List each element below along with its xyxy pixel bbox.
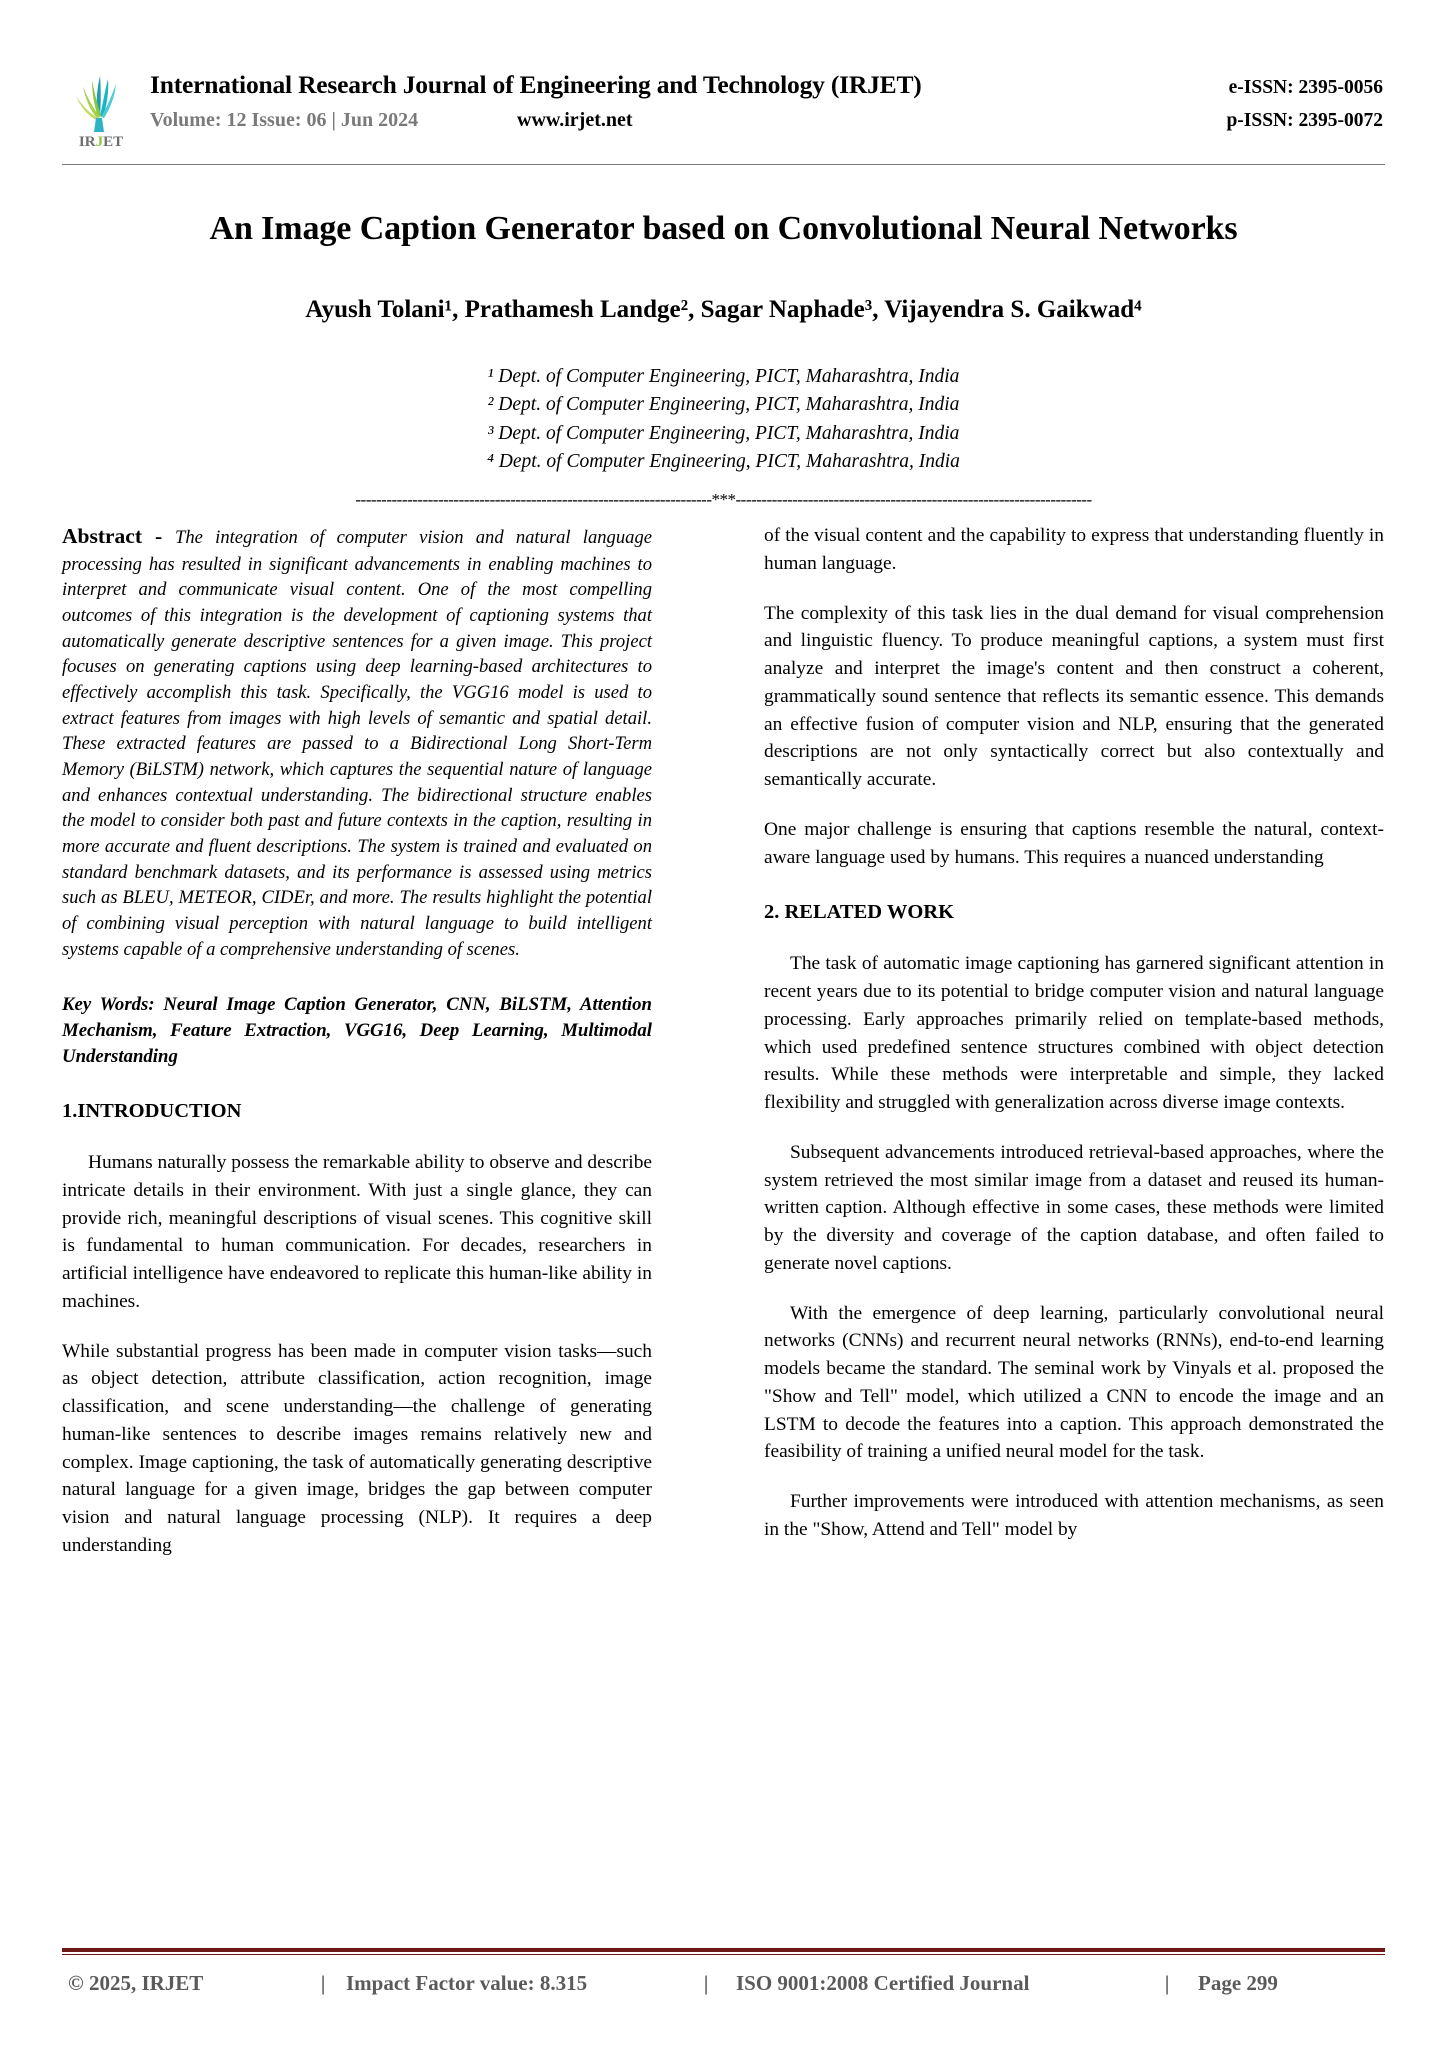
- page-title: An Image Caption Generator based on Convolutional Neural Networks: [209, 210, 1238, 247]
- intro-paragraph-2: While substantial progress has been made in computer vision tasks—such as object detection, attribute classification, action recognition, image classification, and scene understanding—the challenge of generating human-like sentences to describe images remains relatively new and complex. Image captioning, the task of automatically generating descriptive natural language for a given image, bridges the gap between computer vision and natural language processing (NLP). It requires a deep understanding: [62, 1340, 652, 1556]
- journal-masthead: [62, 0, 1385, 150]
- abstract-label: Abstract -: [62, 524, 176, 549]
- masthead-text-block: [150, 70, 1385, 132]
- footer-separator-1: |: [320, 1971, 326, 1995]
- footer-row: [62, 1971, 1385, 1996]
- two-column-body: [62, 522, 1385, 1559]
- footer-page-number: Page 299: [1198, 1971, 1278, 1995]
- svg-text:IRJET: IRJET: [78, 134, 124, 150]
- masthead-line-2: [150, 109, 1385, 132]
- journal-website[interactable]: www.irjet.net: [517, 109, 633, 131]
- left-column: [62, 522, 682, 1559]
- abstract-text: The integration of computer vision and natural language processing has resulted in significant advancements in enabling machines to interpret and communicate visual content. One of the most compelling outcomes of this integration is the development of captioning systems that automatically generate descriptive sentences for a given image. This project focuses on generating captions using deep learning-based architectures to effectively accomplish this task. Specifically, the VGG16 model is used to extract features from images with high levels of semantic and spatial detail. These extracted features are passed to a Bidirectional Long Short-Term Memory (BiLSTM) network, which captures the sequential nature of language and enhances contextual understanding. The bidirectional structure enables the model to consider both past and future contexts in the caption, resulting in more accurate and fluent descriptions. The system is trained and evaluated on standard benchmark datasets, and its performance is assessed using metrics such as BLEU, METEOR, CIDEr, and more. The results highlight the potential of combining visual perception with natural language to build intelligent systems capable of a comprehensive understanding of scenes.: [62, 527, 652, 960]
- p-issn: p-ISSN: 2395-0072: [1226, 110, 1383, 131]
- related-work-paragraph-2: Subsequent advancements introduced retrieval-based approaches, where the system retrieved the most similar image from a dataset and reused its human-written caption. Although effective in some cases, these methods were limited by the diversity and coverage of the caption database, and often failed to generate novel captions.: [764, 1141, 1384, 1274]
- section-separator: ---------------------------------------------------------------------***---------------------------------------------------------------------: [355, 490, 1092, 510]
- affiliation-list: [62, 363, 1385, 476]
- footer-copyright: © 2025, IRJET: [68, 1971, 204, 1995]
- right-paragraph-1: of the visual content and the capability to express that understanding fluently in human language.: [764, 525, 1384, 574]
- volume-issue: Volume: 12 Issue: 06 | Jun 2024: [150, 109, 419, 131]
- masthead-line-1: [150, 70, 1385, 100]
- footer-iso-certification: ISO 9001:2008 Certified Journal: [736, 1971, 1030, 1995]
- right-paragraph-2: The complexity of this task lies in the dual demand for visual comprehension and linguistic fluency. To produce meaningful captions, a system must first analyze and interpret the image's content and then construct a coherent, grammatically sound sentence that reflects its semantic essence. This demands an effective fusion of computer vision and NLP, ensuring that the generated descriptions are not only syntactically correct but also contextually and semantically accurate.: [764, 602, 1384, 791]
- keywords-paragraph: Key Words: Neural Image Caption Generator, CNN, BiLSTM, Attention Mechanism, Feature Extraction, VGG16, Deep Learning, Multimodal Understanding: [62, 994, 652, 1068]
- footer-separator-3: |: [1164, 1971, 1170, 1995]
- related-work-heading: 2. RELATED WORK: [764, 901, 955, 924]
- affiliation-item: ¹ Dept. of Computer Engineering, PICT, Maharashtra, India: [487, 366, 960, 388]
- footer-impact-factor: Impact Factor value: 8.315: [346, 1971, 588, 1995]
- affiliation-item: ² Dept. of Computer Engineering, PICT, Maharashtra, India: [487, 394, 960, 416]
- affiliation-item: ³ Dept. of Computer Engineering, PICT, Maharashtra, India: [487, 422, 960, 444]
- footer-divider: [62, 1948, 1385, 1955]
- column-gutter: [682, 522, 764, 1559]
- affiliation-item: ⁴ Dept. of Computer Engineering, PICT, Maharashtra, India: [487, 450, 960, 472]
- abstract-paragraph: [62, 522, 652, 962]
- intro-paragraph-1: Humans naturally possess the remarkable ability to observe and describe intricate details in their environment. With just a single glance, they can provide rich, meaningful descriptions of visual scenes. This cognitive skill is fundamental to human communication. For decades, researchers in artificial intelligence have endeavored to replicate this human-like ability in machines.: [62, 1152, 652, 1312]
- authors-text: Ayush Tolani¹, Prathamesh Landge², Sagar Naphade³, Vijayendra S. Gaikwad⁴: [305, 295, 1142, 323]
- introduction-heading: 1.INTRODUCTION: [62, 1100, 242, 1123]
- related-work-paragraph-4: Further improvements were introduced with attention mechanisms, as seen in the "Show, Attend and Tell" model by: [764, 1491, 1384, 1540]
- related-work-paragraph-3: With the emergence of deep learning, particularly convolutional neural networks (CNNs) and recurrent neural networks (RNNs), end-to-end learning models became the standard. The seminal work by Vinyals et al. proposed the "Show and Tell" model, which utilized a CNN to encode the image and an LSTM to decode the features into a caption. This approach demonstrated the feasibility of training a unified neural model for the task.: [764, 1302, 1384, 1463]
- page-footer: [62, 1948, 1385, 1996]
- irjet-logo: [70, 72, 132, 150]
- author-list: [62, 294, 1385, 325]
- e-issn: e-ISSN: 2395-0056: [1228, 77, 1383, 98]
- journal-title: International Research Journal of Engineering and Technology (IRJET): [150, 70, 922, 99]
- footer-separator-2: |: [703, 1971, 709, 1995]
- right-paragraph-3: One major challenge is ensuring that captions resemble the natural, context-aware language used by humans. This requires a nuanced understanding: [764, 818, 1384, 868]
- right-column: [764, 522, 1384, 1559]
- header-divider: [62, 164, 1385, 165]
- related-work-paragraph-1: The task of automatic image captioning has garnered significant attention in recent years due to its potential to bridge computer vision and natural language processing. Early approaches primarily relied on template-based methods, which used predefined sentence structures combined with object detection results. While these methods were interpretable and simple, they lacked flexibility and struggled with generalization across diverse image contexts.: [764, 953, 1384, 1114]
